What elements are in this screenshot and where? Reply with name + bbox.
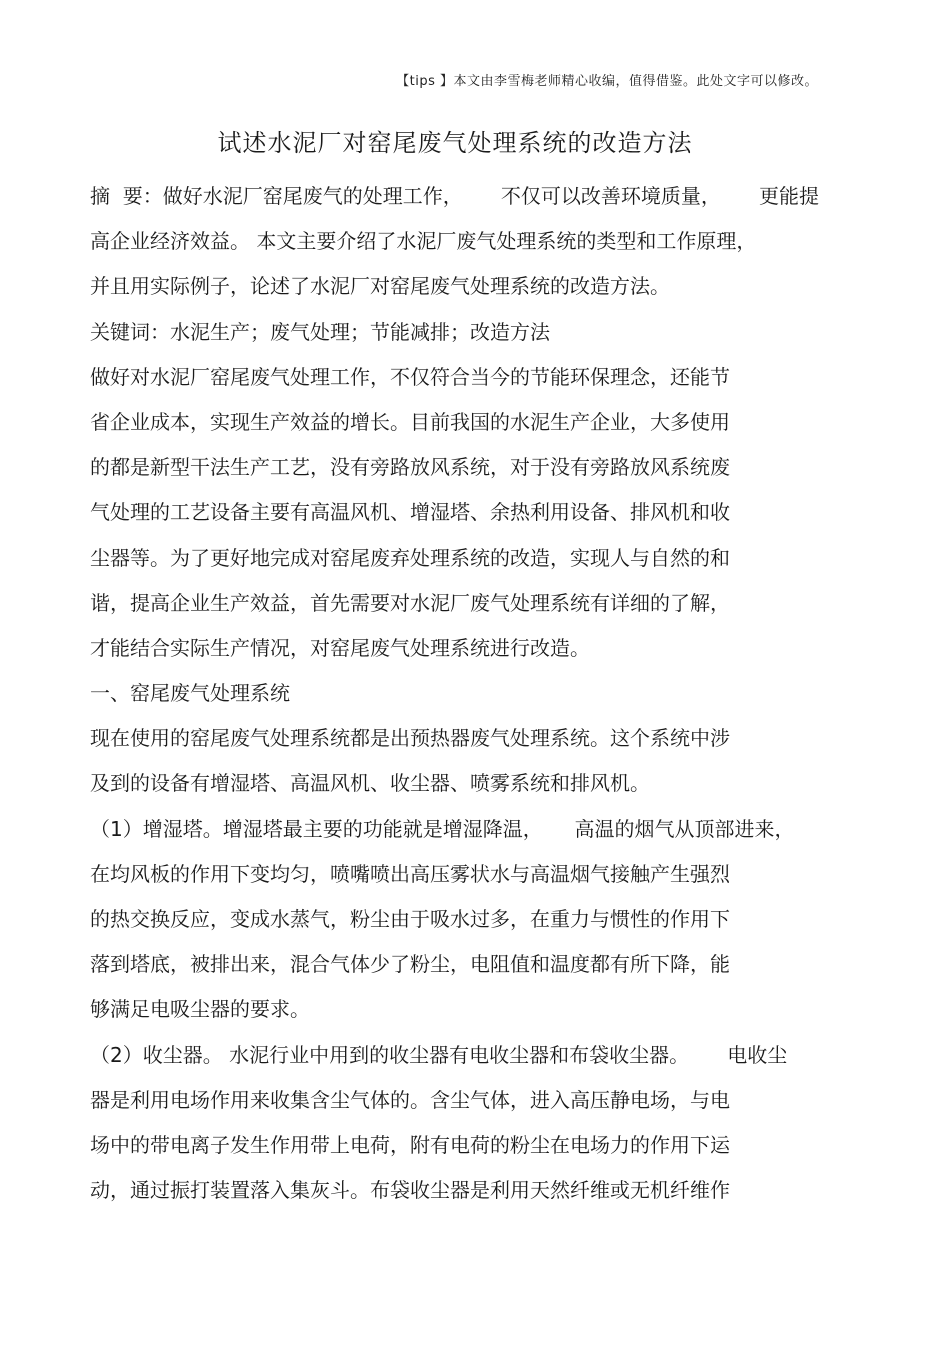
paragraph-line: 在均风板的作用下变均匀，喷嘴喷出高压雾状水与高温烟气接触产生强烈 xyxy=(90,861,730,886)
keywords-line: 关键词：水泥生产；废气处理；节能减排；改造方法 xyxy=(90,319,550,344)
paragraph-line: （1）增湿塔。增湿塔最主要的功能就是增湿降温， 高温的烟气从顶部进来， xyxy=(90,816,795,841)
tips-header: 【tips 】本文由李雪梅老师精心收编，值得借鉴。此处文字可以修改。 xyxy=(396,74,818,89)
paragraph-line: 省企业成本，实现生产效益的增长。目前我国的水泥生产企业，大多使用 xyxy=(90,409,730,434)
paragraph-line: 场中的带电离子发生作用带上电荷，附有电荷的粉尘在电场力的作用下运 xyxy=(90,1132,730,1157)
paragraph-line: 的都是新型干法生产工艺，没有旁路放风系统，对于没有旁路放风系统废 xyxy=(90,455,730,480)
abstract-line: 高企业经济效益。 本文主要介绍了水泥厂废气处理系统的类型和工作原理， xyxy=(90,229,757,254)
paragraph-line: 落到塔底，被排出来，混合气体少了粉尘，电阻值和温度都有所下降，能 xyxy=(90,952,730,977)
section-heading: 一、窑尾废气处理系统 xyxy=(90,681,290,706)
paragraph-line: 动，通过振打装置落入集灰斗。布袋收尘器是利用天然纤维或无机纤维作 xyxy=(90,1178,730,1203)
paragraph-line: 谐，提高企业生产效益，首先需要对水泥厂废气处理系统有详细的了解， xyxy=(90,590,730,615)
abstract-line: 摘 要：做好水泥厂窑尾废气的处理工作， 不仅可以改善环境质量， 更能提 xyxy=(90,184,820,208)
paragraph-line: 器是利用电场作用来收集含尘气体的。含尘气体，进入高压静电场，与电 xyxy=(90,1087,730,1112)
abstract-line: 并且用实际例子，论述了水泥厂对窑尾废气处理系统的改造方法。 xyxy=(90,274,670,299)
paragraph-line: （2）收尘器。 水泥行业中用到的收尘器有电收尘器和布袋收尘器。 电收尘 xyxy=(90,1042,788,1067)
paragraph-line: 尘器等。为了更好地完成对窑尾废弃处理系统的改造，实现人与自然的和 xyxy=(90,545,730,570)
paragraph-line: 才能结合实际生产情况，对窑尾废气处理系统进行改造。 xyxy=(90,635,590,660)
document-body xyxy=(90,178,880,1217)
document-title: 试述水泥厂对窑尾废气处理系统的改造方法 xyxy=(217,129,693,157)
paragraph-line: 现在使用的窑尾废气处理系统都是出预热器废气处理系统。这个系统中涉 xyxy=(90,726,730,751)
paragraph-line: 做好对水泥厂窑尾废气处理工作，不仅符合当今的节能环保理念，还能节 xyxy=(90,364,730,389)
paragraph-line: 的热交换反应，变成水蒸气，粉尘由于吸水过多，在重力与惯性的作用下 xyxy=(90,907,730,931)
paragraph-line: 气处理的工艺设备主要有高温风机、增湿塔、余热利用设备、排风机和收 xyxy=(90,500,730,525)
paragraph-line: 够满足电吸尘器的要求。 xyxy=(90,997,310,1022)
paragraph-line: 及到的设备有增湿塔、高温风机、收尘器、喷雾系统和排风机。 xyxy=(90,771,650,796)
